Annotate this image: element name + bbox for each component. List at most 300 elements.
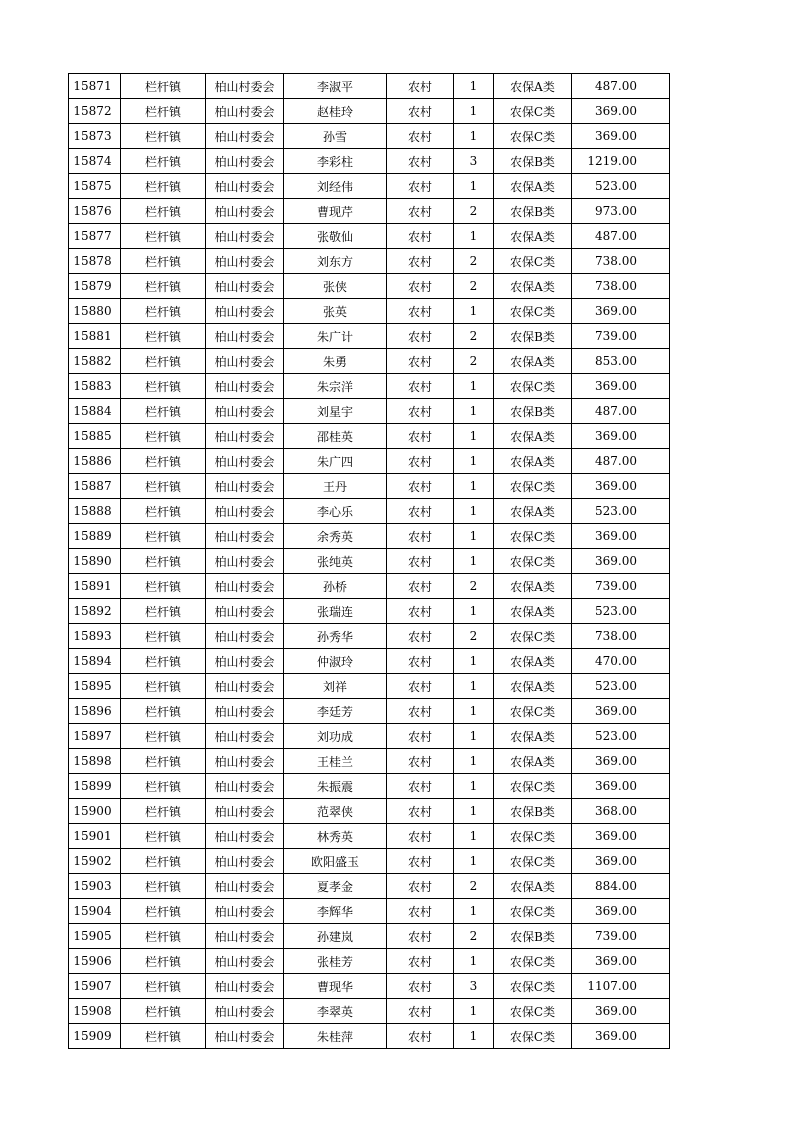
name-cell: 李廷芳 (284, 699, 387, 724)
table-row (69, 124, 670, 149)
area-type-cell: 农村 (387, 899, 454, 924)
amount-cell: 369.00 (572, 524, 670, 549)
table-row (69, 549, 670, 574)
area-type-cell: 农村 (387, 799, 454, 824)
table-row (69, 249, 670, 274)
record-id-cell: 15899 (69, 774, 121, 799)
table-row (69, 474, 670, 499)
household-count-cell: 2 (454, 874, 494, 899)
village-committee-cell: 柏山村委会 (206, 824, 284, 849)
household-count-cell: 1 (454, 74, 494, 99)
area-type-cell: 农村 (387, 974, 454, 999)
town-cell: 栏杆镇 (121, 924, 206, 949)
town-cell: 栏杆镇 (121, 249, 206, 274)
insurance-category-cell: 农保A类 (494, 874, 572, 899)
household-count-cell: 1 (454, 549, 494, 574)
amount-cell: 369.00 (572, 699, 670, 724)
area-type-cell: 农村 (387, 424, 454, 449)
table-row (69, 949, 670, 974)
record-id-cell: 15885 (69, 424, 121, 449)
insurance-category-cell: 农保B类 (494, 199, 572, 224)
record-id-cell: 15894 (69, 649, 121, 674)
household-count-cell: 2 (454, 924, 494, 949)
insurance-category-cell: 农保A类 (494, 724, 572, 749)
table-row (69, 499, 670, 524)
area-type-cell: 农村 (387, 474, 454, 499)
household-count-cell: 1 (454, 674, 494, 699)
village-committee-cell: 柏山村委会 (206, 749, 284, 774)
amount-cell: 523.00 (572, 499, 670, 524)
table-row (69, 874, 670, 899)
insurance-category-cell: 农保C类 (494, 774, 572, 799)
insurance-category-cell: 农保C类 (494, 474, 572, 499)
household-count-cell: 1 (454, 1024, 494, 1049)
table-row (69, 149, 670, 174)
insurance-category-cell: 农保A类 (494, 499, 572, 524)
insurance-category-cell: 农保B类 (494, 799, 572, 824)
area-type-cell: 农村 (387, 524, 454, 549)
town-cell: 栏杆镇 (121, 974, 206, 999)
record-id-cell: 15890 (69, 549, 121, 574)
area-type-cell: 农村 (387, 349, 454, 374)
town-cell: 栏杆镇 (121, 124, 206, 149)
amount-cell: 369.00 (572, 124, 670, 149)
village-committee-cell: 柏山村委会 (206, 974, 284, 999)
area-type-cell: 农村 (387, 224, 454, 249)
table-row (69, 199, 670, 224)
insurance-category-cell: 农保B类 (494, 924, 572, 949)
village-committee-cell: 柏山村委会 (206, 699, 284, 724)
table-row (69, 324, 670, 349)
village-committee-cell: 柏山村委会 (206, 174, 284, 199)
name-cell: 邵桂英 (284, 424, 387, 449)
record-id-cell: 15904 (69, 899, 121, 924)
village-committee-cell: 柏山村委会 (206, 799, 284, 824)
village-committee-cell: 柏山村委会 (206, 899, 284, 924)
amount-cell: 523.00 (572, 674, 670, 699)
village-committee-cell: 柏山村委会 (206, 274, 284, 299)
insurance-category-cell: 农保C类 (494, 624, 572, 649)
area-type-cell: 农村 (387, 949, 454, 974)
household-count-cell: 2 (454, 624, 494, 649)
table-row (69, 974, 670, 999)
village-committee-cell: 柏山村委会 (206, 574, 284, 599)
table-row (69, 299, 670, 324)
insurance-category-cell: 农保C类 (494, 849, 572, 874)
village-committee-cell: 柏山村委会 (206, 474, 284, 499)
record-id-cell: 15873 (69, 124, 121, 149)
record-id-cell: 15874 (69, 149, 121, 174)
name-cell: 王桂兰 (284, 749, 387, 774)
area-type-cell: 农村 (387, 649, 454, 674)
household-count-cell: 1 (454, 824, 494, 849)
amount-cell: 369.00 (572, 474, 670, 499)
household-count-cell: 2 (454, 349, 494, 374)
record-id-cell: 15898 (69, 749, 121, 774)
name-cell: 张纯英 (284, 549, 387, 574)
household-count-cell: 3 (454, 974, 494, 999)
household-count-cell: 1 (454, 399, 494, 424)
insurance-category-cell: 农保C类 (494, 1024, 572, 1049)
name-cell: 朱宗洋 (284, 374, 387, 399)
record-id-cell: 15876 (69, 199, 121, 224)
household-count-cell: 2 (454, 574, 494, 599)
town-cell: 栏杆镇 (121, 324, 206, 349)
town-cell: 栏杆镇 (121, 999, 206, 1024)
record-id-cell: 15903 (69, 874, 121, 899)
town-cell: 栏杆镇 (121, 674, 206, 699)
town-cell: 栏杆镇 (121, 899, 206, 924)
village-committee-cell: 柏山村委会 (206, 649, 284, 674)
town-cell: 栏杆镇 (121, 524, 206, 549)
household-count-cell: 1 (454, 499, 494, 524)
table-row (69, 524, 670, 549)
table-row (69, 74, 670, 99)
area-type-cell: 农村 (387, 674, 454, 699)
area-type-cell: 农村 (387, 124, 454, 149)
amount-cell: 369.00 (572, 949, 670, 974)
area-type-cell: 农村 (387, 274, 454, 299)
amount-cell: 368.00 (572, 799, 670, 824)
record-id-cell: 15877 (69, 224, 121, 249)
name-cell: 孙建岚 (284, 924, 387, 949)
household-count-cell: 3 (454, 149, 494, 174)
name-cell: 范翠侠 (284, 799, 387, 824)
name-cell: 孙雪 (284, 124, 387, 149)
village-committee-cell: 柏山村委会 (206, 949, 284, 974)
area-type-cell: 农村 (387, 149, 454, 174)
town-cell: 栏杆镇 (121, 374, 206, 399)
table-row (69, 999, 670, 1024)
amount-cell: 1107.00 (572, 974, 670, 999)
record-id-cell: 15897 (69, 724, 121, 749)
record-id-cell: 15889 (69, 524, 121, 549)
town-cell: 栏杆镇 (121, 274, 206, 299)
village-committee-cell: 柏山村委会 (206, 724, 284, 749)
area-type-cell: 农村 (387, 624, 454, 649)
town-cell: 栏杆镇 (121, 874, 206, 899)
household-count-cell: 1 (454, 99, 494, 124)
table-row (69, 899, 670, 924)
village-committee-cell: 柏山村委会 (206, 374, 284, 399)
village-committee-cell: 柏山村委会 (206, 549, 284, 574)
household-count-cell: 1 (454, 774, 494, 799)
amount-cell: 369.00 (572, 774, 670, 799)
area-type-cell: 农村 (387, 74, 454, 99)
amount-cell: 369.00 (572, 299, 670, 324)
insurance-category-cell: 农保A类 (494, 749, 572, 774)
village-committee-cell: 柏山村委会 (206, 224, 284, 249)
record-id-cell: 15900 (69, 799, 121, 824)
area-type-cell: 农村 (387, 924, 454, 949)
area-type-cell: 农村 (387, 874, 454, 899)
village-committee-cell: 柏山村委会 (206, 199, 284, 224)
village-committee-cell: 柏山村委会 (206, 774, 284, 799)
name-cell: 刘祥 (284, 674, 387, 699)
table-row (69, 224, 670, 249)
name-cell: 王丹 (284, 474, 387, 499)
village-committee-cell: 柏山村委会 (206, 124, 284, 149)
record-id-cell: 15908 (69, 999, 121, 1024)
household-count-cell: 1 (454, 599, 494, 624)
village-committee-cell: 柏山村委会 (206, 499, 284, 524)
insurance-category-cell: 农保C类 (494, 824, 572, 849)
town-cell: 栏杆镇 (121, 399, 206, 424)
town-cell: 栏杆镇 (121, 199, 206, 224)
amount-cell: 853.00 (572, 349, 670, 374)
town-cell: 栏杆镇 (121, 549, 206, 574)
town-cell: 栏杆镇 (121, 949, 206, 974)
table-body (69, 74, 670, 1049)
name-cell: 孙秀华 (284, 624, 387, 649)
amount-cell: 369.00 (572, 549, 670, 574)
record-id-cell: 15891 (69, 574, 121, 599)
town-cell: 栏杆镇 (121, 599, 206, 624)
town-cell: 栏杆镇 (121, 449, 206, 474)
table-row (69, 749, 670, 774)
area-type-cell: 农村 (387, 599, 454, 624)
amount-cell: 470.00 (572, 649, 670, 674)
table-row (69, 374, 670, 399)
name-cell: 朱广计 (284, 324, 387, 349)
amount-cell: 369.00 (572, 749, 670, 774)
amount-cell: 973.00 (572, 199, 670, 224)
town-cell: 栏杆镇 (121, 149, 206, 174)
insurance-category-cell: 农保C类 (494, 899, 572, 924)
record-id-cell: 15871 (69, 74, 121, 99)
area-type-cell: 农村 (387, 324, 454, 349)
town-cell: 栏杆镇 (121, 574, 206, 599)
name-cell: 欧阳盛玉 (284, 849, 387, 874)
insurance-category-cell: 农保B类 (494, 399, 572, 424)
household-count-cell: 1 (454, 999, 494, 1024)
record-id-cell: 15883 (69, 374, 121, 399)
name-cell: 夏孝金 (284, 874, 387, 899)
record-id-cell: 15887 (69, 474, 121, 499)
village-committee-cell: 柏山村委会 (206, 924, 284, 949)
amount-cell: 523.00 (572, 724, 670, 749)
town-cell: 栏杆镇 (121, 499, 206, 524)
household-count-cell: 2 (454, 274, 494, 299)
town-cell: 栏杆镇 (121, 349, 206, 374)
area-type-cell: 农村 (387, 99, 454, 124)
town-cell: 栏杆镇 (121, 699, 206, 724)
insurance-category-cell: 农保A类 (494, 174, 572, 199)
table-row (69, 824, 670, 849)
table-row (69, 649, 670, 674)
village-committee-cell: 柏山村委会 (206, 849, 284, 874)
area-type-cell: 农村 (387, 724, 454, 749)
table-row (69, 674, 670, 699)
table-row (69, 399, 670, 424)
village-committee-cell: 柏山村委会 (206, 74, 284, 99)
record-id-cell: 15878 (69, 249, 121, 274)
village-committee-cell: 柏山村委会 (206, 399, 284, 424)
town-cell: 栏杆镇 (121, 849, 206, 874)
record-id-cell: 15875 (69, 174, 121, 199)
name-cell: 余秀英 (284, 524, 387, 549)
insurance-category-cell: 农保A类 (494, 274, 572, 299)
amount-cell: 739.00 (572, 324, 670, 349)
town-cell: 栏杆镇 (121, 649, 206, 674)
insurance-category-cell: 农保A类 (494, 349, 572, 374)
data-table (68, 73, 670, 1049)
village-committee-cell: 柏山村委会 (206, 149, 284, 174)
amount-cell: 369.00 (572, 1024, 670, 1049)
town-cell: 栏杆镇 (121, 824, 206, 849)
amount-cell: 487.00 (572, 399, 670, 424)
name-cell: 仲淑玲 (284, 649, 387, 674)
village-committee-cell: 柏山村委会 (206, 999, 284, 1024)
insurance-category-cell: 农保A类 (494, 574, 572, 599)
household-count-cell: 1 (454, 949, 494, 974)
insurance-category-cell: 农保C类 (494, 999, 572, 1024)
village-committee-cell: 柏山村委会 (206, 624, 284, 649)
name-cell: 张敬仙 (284, 224, 387, 249)
record-id-cell: 15879 (69, 274, 121, 299)
name-cell: 张侠 (284, 274, 387, 299)
record-id-cell: 15905 (69, 924, 121, 949)
insurance-category-cell: 农保B类 (494, 324, 572, 349)
village-committee-cell: 柏山村委会 (206, 249, 284, 274)
name-cell: 李彩柱 (284, 149, 387, 174)
household-count-cell: 1 (454, 124, 494, 149)
name-cell: 刘星宇 (284, 399, 387, 424)
table-row (69, 599, 670, 624)
record-id-cell: 15893 (69, 624, 121, 649)
village-committee-cell: 柏山村委会 (206, 349, 284, 374)
area-type-cell: 农村 (387, 174, 454, 199)
table-row (69, 849, 670, 874)
record-id-cell: 15906 (69, 949, 121, 974)
area-type-cell: 农村 (387, 449, 454, 474)
table-row (69, 99, 670, 124)
town-cell: 栏杆镇 (121, 74, 206, 99)
amount-cell: 523.00 (572, 599, 670, 624)
table-row (69, 449, 670, 474)
amount-cell: 1219.00 (572, 149, 670, 174)
name-cell: 张桂芳 (284, 949, 387, 974)
area-type-cell: 农村 (387, 1024, 454, 1049)
area-type-cell: 农村 (387, 549, 454, 574)
table-row (69, 624, 670, 649)
household-count-cell: 1 (454, 649, 494, 674)
table-row (69, 774, 670, 799)
name-cell: 刘经伟 (284, 174, 387, 199)
amount-cell: 369.00 (572, 374, 670, 399)
amount-cell: 487.00 (572, 74, 670, 99)
record-id-cell: 15896 (69, 699, 121, 724)
village-committee-cell: 柏山村委会 (206, 524, 284, 549)
insurance-category-cell: 农保A类 (494, 224, 572, 249)
table-row (69, 724, 670, 749)
record-id-cell: 15888 (69, 499, 121, 524)
household-count-cell: 1 (454, 424, 494, 449)
town-cell: 栏杆镇 (121, 174, 206, 199)
name-cell: 林秀英 (284, 824, 387, 849)
name-cell: 李翠英 (284, 999, 387, 1024)
insurance-category-cell: 农保C类 (494, 299, 572, 324)
insurance-category-cell: 农保C类 (494, 699, 572, 724)
household-count-cell: 1 (454, 299, 494, 324)
table-row (69, 699, 670, 724)
insurance-category-cell: 农保C类 (494, 974, 572, 999)
household-count-cell: 1 (454, 849, 494, 874)
area-type-cell: 农村 (387, 824, 454, 849)
area-type-cell: 农村 (387, 249, 454, 274)
area-type-cell: 农村 (387, 499, 454, 524)
record-id-cell: 15884 (69, 399, 121, 424)
amount-cell: 369.00 (572, 824, 670, 849)
area-type-cell: 农村 (387, 749, 454, 774)
area-type-cell: 农村 (387, 774, 454, 799)
town-cell: 栏杆镇 (121, 474, 206, 499)
insurance-category-cell: 农保C类 (494, 949, 572, 974)
household-count-cell: 1 (454, 174, 494, 199)
name-cell: 李辉华 (284, 899, 387, 924)
insurance-category-cell: 农保C类 (494, 124, 572, 149)
area-type-cell: 农村 (387, 699, 454, 724)
insurance-category-cell: 农保C类 (494, 524, 572, 549)
amount-cell: 487.00 (572, 449, 670, 474)
household-count-cell: 1 (454, 449, 494, 474)
insurance-category-cell: 农保C类 (494, 374, 572, 399)
amount-cell: 369.00 (572, 424, 670, 449)
table-row (69, 1024, 670, 1049)
name-cell: 张英 (284, 299, 387, 324)
name-cell: 李淑平 (284, 74, 387, 99)
household-count-cell: 1 (454, 724, 494, 749)
table-row (69, 924, 670, 949)
town-cell: 栏杆镇 (121, 1024, 206, 1049)
household-count-cell: 1 (454, 224, 494, 249)
town-cell: 栏杆镇 (121, 424, 206, 449)
area-type-cell: 农村 (387, 374, 454, 399)
amount-cell: 884.00 (572, 874, 670, 899)
insurance-category-cell: 农保A类 (494, 449, 572, 474)
village-committee-cell: 柏山村委会 (206, 599, 284, 624)
town-cell: 栏杆镇 (121, 724, 206, 749)
household-count-cell: 1 (454, 749, 494, 774)
record-id-cell: 15895 (69, 674, 121, 699)
household-count-cell: 2 (454, 199, 494, 224)
village-committee-cell: 柏山村委会 (206, 99, 284, 124)
insurance-category-cell: 农保B类 (494, 149, 572, 174)
household-count-cell: 1 (454, 524, 494, 549)
insurance-category-cell: 农保A类 (494, 74, 572, 99)
household-count-cell: 1 (454, 374, 494, 399)
amount-cell: 738.00 (572, 624, 670, 649)
insurance-category-cell: 农保C类 (494, 99, 572, 124)
amount-cell: 369.00 (572, 999, 670, 1024)
table-row (69, 349, 670, 374)
area-type-cell: 农村 (387, 849, 454, 874)
town-cell: 栏杆镇 (121, 99, 206, 124)
insurance-category-cell: 农保A类 (494, 674, 572, 699)
amount-cell: 369.00 (572, 899, 670, 924)
household-count-cell: 2 (454, 249, 494, 274)
name-cell: 朱振震 (284, 774, 387, 799)
table-row (69, 274, 670, 299)
record-id-cell: 15882 (69, 349, 121, 374)
town-cell: 栏杆镇 (121, 799, 206, 824)
village-committee-cell: 柏山村委会 (206, 674, 284, 699)
area-type-cell: 农村 (387, 299, 454, 324)
name-cell: 朱桂萍 (284, 1024, 387, 1049)
household-count-cell: 1 (454, 699, 494, 724)
record-id-cell: 15892 (69, 599, 121, 624)
town-cell: 栏杆镇 (121, 224, 206, 249)
